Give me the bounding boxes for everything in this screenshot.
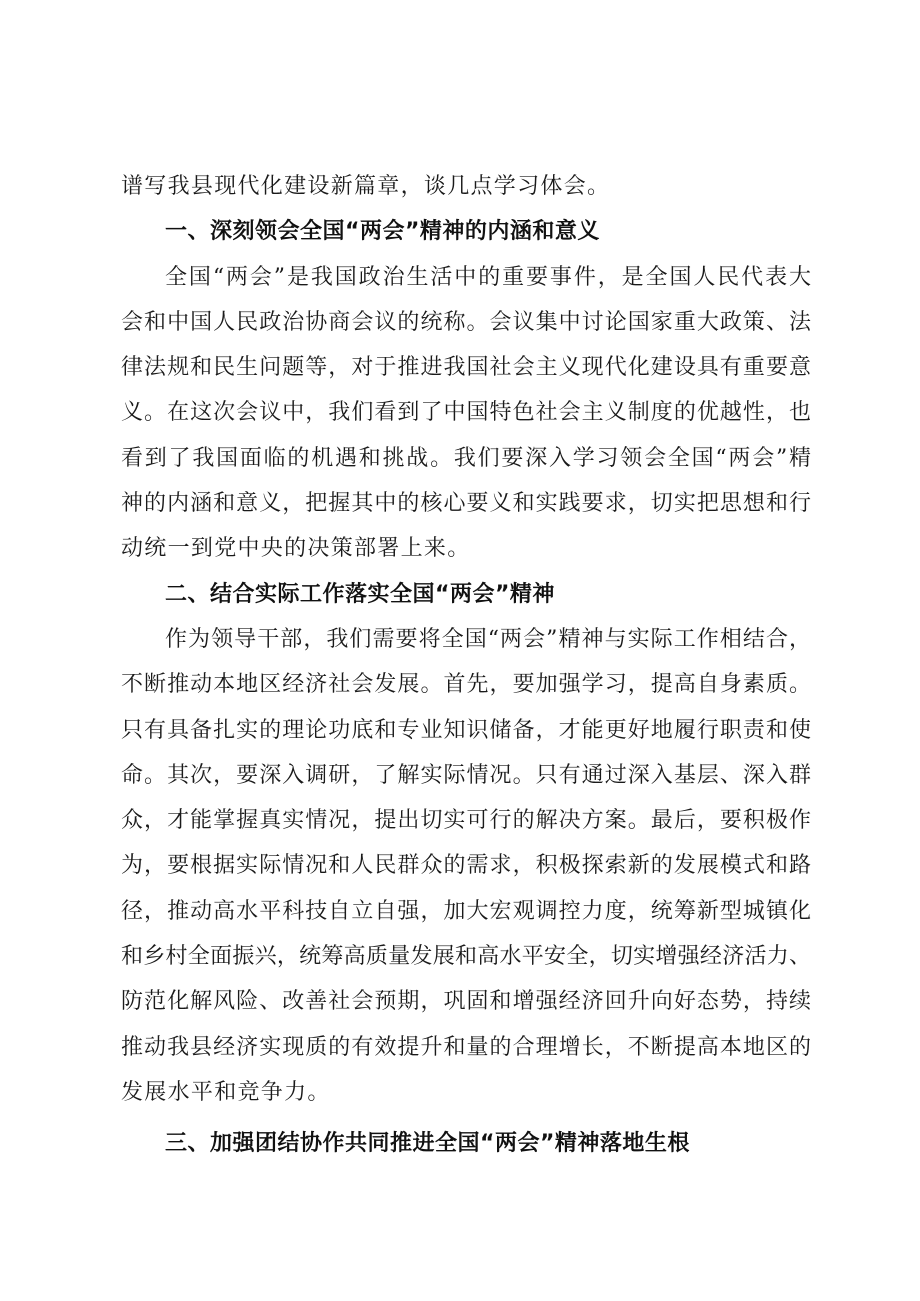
section-2-paragraph <box>121 617 811 1115</box>
paragraph-line: 动统一到党中央的决策部署上来。 <box>121 536 471 562</box>
paragraph-line: 推动我县经济实现质的有效提升和量的合理增长，不断提高本地区的 <box>121 1034 811 1060</box>
paragraph-line: 命。其次，要深入调研，了解实际情况。只有通过深入基层、深入群 <box>121 762 811 788</box>
paragraph-line: 会和中国人民政治协商会议的统称。会议集中讨论国家重大政策、法 <box>121 309 811 335</box>
section-1-paragraph <box>121 255 811 572</box>
intro-line: 谱写我县现代化建设新篇章，谈几点学习体会。 <box>121 174 611 199</box>
paragraph-line: 防范化解风险、改善社会预期，巩固和增强经济回升向好态势，持续 <box>121 989 811 1015</box>
paragraph-line: 义。在这次会议中，我们看到了中国特色社会主义制度的优越性，也 <box>121 400 811 426</box>
paragraph-line: 只有具备扎实的理论功底和专业知识储备，才能更好地履行职责和使 <box>121 717 811 743</box>
paragraph-line: 律法规和民生问题等，对于推进我国社会主义现代化建设具有重要意 <box>121 355 811 381</box>
paragraph-line: 全国“两会”是我国政治生活中的重要事件，是全国人民代表大 <box>165 264 811 290</box>
paragraph-line: 和乡村全面振兴，统筹高质量发展和高水平安全，切实增强经济活力、 <box>121 944 811 970</box>
paragraph-line: 看到了我国面临的机遇和挑战。我们要深入学习领会全国“两会”精 <box>121 445 811 471</box>
paragraph-line: 不断推动本地区经济社会发展。首先，要加强学习，提高自身素质。 <box>121 672 811 698</box>
paragraph-line: 神的内涵和意义，把握其中的核心要义和实践要求，切实把思想和行 <box>121 491 811 517</box>
paragraph-line: 作为领导干部，我们需要将全国“两会”精神与实际工作相结合， <box>165 626 811 652</box>
paragraph-line: 为，要根据实际情况和人民群众的需求，积极探索新的发展模式和路 <box>121 853 811 879</box>
paragraph-line: 径，推动高水平科技自立自强，加大宏观调控力度，统筹新型城镇化 <box>121 898 811 924</box>
paragraph-line: 众，才能掌握真实情况，提出切实可行的解决方案。最后，要积极作 <box>121 808 811 834</box>
section-2-heading: 二、结合实际工作落实全国“两会”精神 <box>165 581 555 607</box>
document-body <box>121 164 811 1167</box>
section-1-heading: 一、深刻领会全国“两会”精神的内涵和意义 <box>165 219 600 245</box>
paragraph-line: 发展水平和竞争力。 <box>121 1079 331 1105</box>
section-3-heading: 三、加强团结协作共同推进全国“两会”精神落地生根 <box>165 1131 690 1157</box>
